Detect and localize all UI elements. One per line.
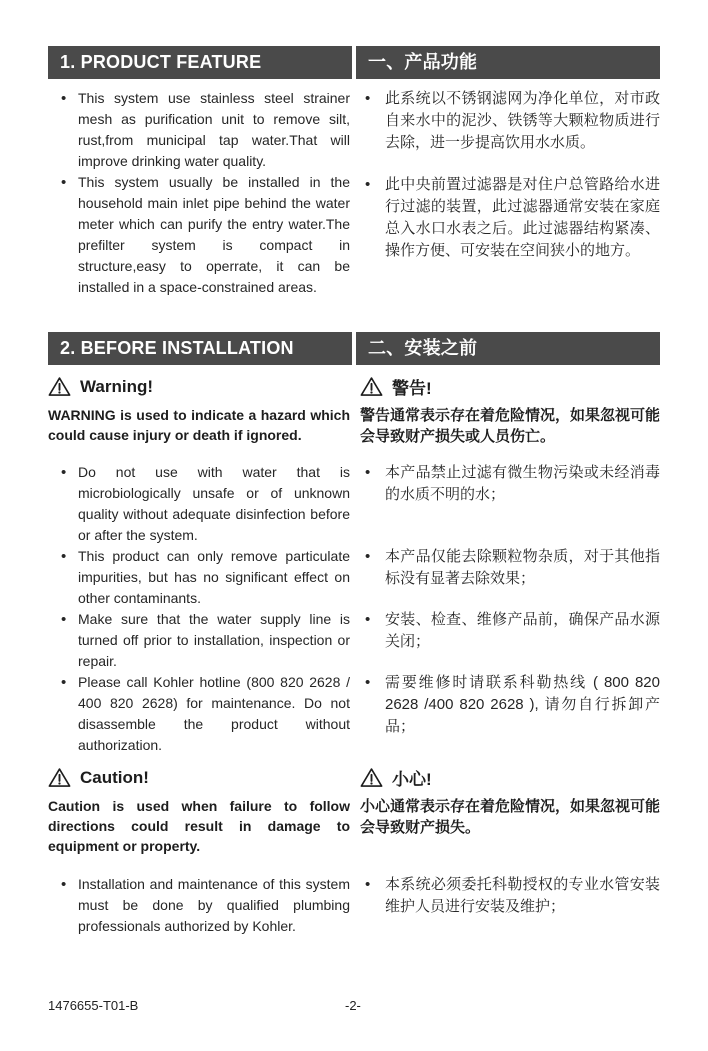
list-item: • This system usually be installed in the household main inlet pipe behind the water meter which can purify the entry water.The prefilter system is compact in structure,easy to operrate, it can be installed in a space-constrained areas.	[48, 172, 352, 298]
section2-title-zh: 二、安装之前	[356, 332, 660, 365]
product-feature-list-zh	[360, 88, 660, 332]
caution-desc-zh: 小心通常表示存在着危险情况，如果忽视可能会导致财产损失。	[360, 798, 661, 836]
section1-title-zh: 一、产品功能	[356, 46, 660, 79]
caution-desc-row	[48, 796, 660, 856]
warning-heading-row	[48, 373, 660, 400]
warning-title-en: Warning!	[80, 376, 154, 396]
warning-heading-en	[48, 373, 352, 400]
page-content	[48, 46, 660, 937]
warning-desc-row	[48, 405, 660, 447]
warning-triangle-icon	[360, 376, 383, 397]
warning-list-zh	[360, 462, 660, 756]
caution-list-en	[48, 874, 352, 937]
warning-desc-en: WARNING is used to indicate a hazard which could cause injury or death if ignored.	[48, 407, 350, 443]
warning-list-en	[48, 462, 352, 756]
section1-title-en: 1. PRODUCT FEATURE	[48, 46, 352, 79]
caution-bullets-row	[48, 874, 660, 937]
list-item: • Make sure that the water supply line is turned off prior to installation, inspection or repair.	[48, 609, 352, 672]
caution-heading-zh	[360, 764, 660, 791]
warning-title-zh: 警告!	[392, 379, 432, 398]
caution-heading-en	[48, 764, 352, 791]
list-item: • Please call Kohler hotline (800 820 2628 / 400 820 2628) for maintenance. Do not disassemble the product without authorization.	[48, 672, 352, 756]
warning-bullets-row	[48, 462, 660, 756]
list-item: • This product can only remove particulate impurities, but has no significant effect on other contaminants.	[48, 546, 352, 609]
section2-title-en: 2. BEFORE INSTALLATION	[48, 332, 352, 365]
list-item: • 本产品仅能去除颗粒物杂质，对于其他指标没有显著去除效果；	[360, 546, 660, 590]
caution-desc-en: Caution is used when failure to follow directions could result in damage to equipment or property.	[48, 798, 350, 854]
caution-heading-row	[48, 764, 660, 791]
warning-heading-zh	[360, 373, 660, 400]
list-item: • 本产品禁止过滤有微生物污染或未经消毒的水质不明的水；	[360, 462, 660, 506]
list-item: • Do not use with water that is microbiologically unsafe or of unknown quality without adequate disinfection before or after the system.	[48, 462, 352, 546]
list-item: • 此中央前置过滤器是对住户总管路给水进行过滤的装置，此过滤器通常安装在家庭总入水口水表之后。此过滤器结构紧凑、操作方便、可安装在空间狭小的地方。	[360, 174, 660, 262]
list-item: • 安装、检查、维修产品前，确保产品水源关闭；	[360, 609, 660, 653]
caution-title-zh: 小心!	[392, 770, 432, 789]
list-item: • This system use stainless steel strainer mesh as purification unit to remove silt, rust,from municipal tap water.That will improve drinking water quality.	[48, 88, 352, 172]
list-item: • 此系统以不锈钢滤网为净化单位，对市政自来水中的泥沙、铁锈等大颗粒物质进行去除，进一步提高饮用水水质。	[360, 88, 660, 154]
list-item: • 需要维修时请联系科勒热线 ( 800 820 2628 /400 820 2628 ), 请勿自行拆卸产品；	[360, 672, 660, 738]
caution-list-zh	[360, 874, 660, 937]
section-header-product-feature	[48, 46, 660, 79]
product-feature-list-en	[48, 88, 352, 332]
section-header-before-installation	[48, 332, 660, 365]
product-feature-body	[48, 88, 660, 332]
list-item: • Installation and maintenance of this system must be done by qualified plumbing professionals authorized by Kohler.	[48, 874, 352, 937]
page-number: -2-	[345, 998, 361, 1013]
caution-title-en: Caution!	[80, 767, 149, 787]
warning-triangle-icon	[48, 767, 71, 788]
warning-triangle-icon	[48, 376, 71, 397]
warning-desc-zh: 警告通常表示存在着危险情况，如果忽视可能会导致财产损失或人员伤亡。	[360, 407, 661, 445]
list-item: • 本系统必须委托科勒授权的专业水管安装维护人员进行安装及维护；	[360, 874, 660, 918]
warning-triangle-icon	[360, 767, 383, 788]
document-code: 1476655-T01-B	[48, 998, 139, 1013]
